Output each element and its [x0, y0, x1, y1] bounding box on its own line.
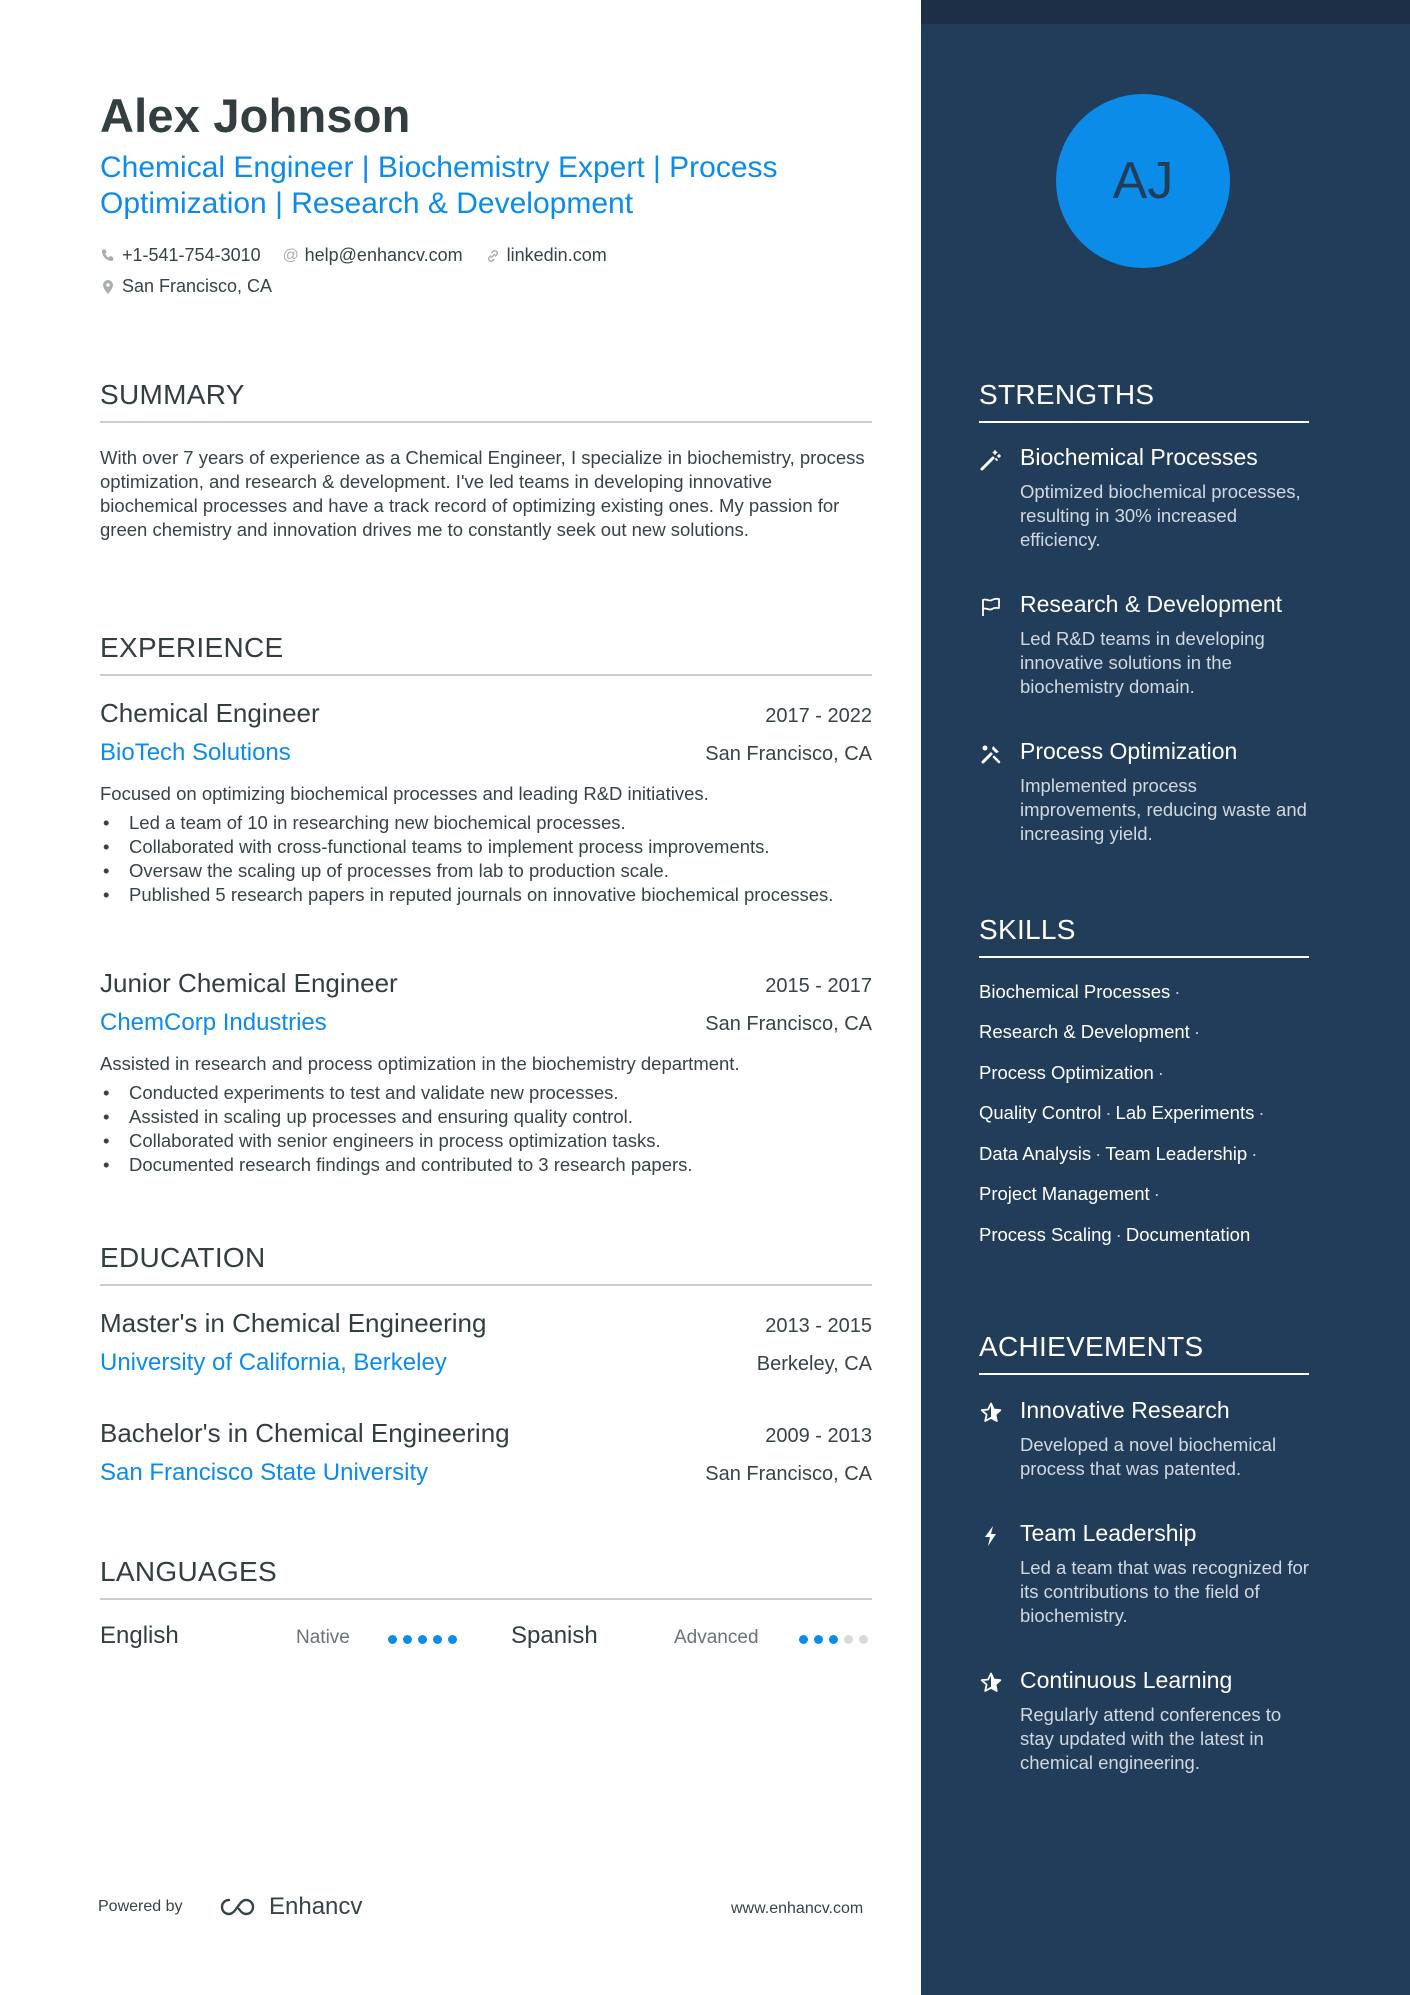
- sidebar-top-bar: [921, 0, 1410, 24]
- job-2-role: Junior Chemical Engineer: [100, 968, 398, 998]
- star-icon: [979, 1671, 1003, 1695]
- proficiency-dot-empty: [859, 1635, 868, 1644]
- proficiency-dot-filled: [418, 1635, 427, 1644]
- skill-item: Data Analysis: [979, 1143, 1092, 1164]
- edu-2-header: [100, 1418, 872, 1449]
- enhancv-logo-icon: [217, 1895, 263, 1919]
- job-2-header: [100, 968, 872, 999]
- edu-1-location: Berkeley, CA: [756, 1353, 872, 1375]
- edu-1-dates: 2013 - 2015: [765, 1315, 872, 1337]
- summary-text: With over 7 years of experience as a Chemical Engineer, I specialize in biochemistry, process optimization, and research & development. I've led teams in developing innovative biochemical processes and have a track record of optimizing existing ones. My passion for green chemistry and innovation drives me to constantly seek out new solutions.: [100, 447, 865, 540]
- at-icon: @: [282, 246, 299, 264]
- achievement-1-title: Innovative Research: [1020, 1397, 1230, 1423]
- language-1-name: English: [100, 1622, 179, 1649]
- linkedin-text: linkedin.com: [506, 245, 607, 265]
- list-item: • Led a team of 10 in researching new biochemical processes.: [100, 811, 872, 835]
- email-text: help@enhancv.com: [304, 245, 463, 265]
- contact-row: [100, 245, 607, 266]
- phone-text: +1-541-754-3010: [122, 245, 261, 265]
- skills-line: [979, 981, 1184, 1003]
- location-text: San Francisco, CA: [122, 276, 273, 296]
- job-2-location: San Francisco, CA: [705, 1013, 872, 1035]
- job-1-description: Focused on optimizing biochemical processes and leading R&D initiatives.: [100, 783, 709, 804]
- skill-item: Process Optimization: [979, 1062, 1154, 1083]
- job-2-dates: 2015 - 2017: [765, 975, 872, 997]
- achievement-3-title: Continuous Learning: [1020, 1667, 1233, 1693]
- edu-2-school: San Francisco State University: [100, 1459, 429, 1486]
- proficiency-dot-filled: [448, 1635, 457, 1644]
- skill-separator: ·: [1095, 1143, 1102, 1164]
- skill-separator: ·: [1258, 1102, 1265, 1123]
- edu-1-school: University of California, Berkeley: [100, 1349, 447, 1376]
- language-2-dots: [799, 1635, 868, 1644]
- headline: Chemical Engineer | Biochemistry Expert | Process Optimization | Research & Development: [100, 151, 778, 220]
- strength-2-title: Research & Development: [1020, 591, 1283, 617]
- location-pin-icon: [100, 279, 116, 295]
- edu-1-degree: Master's in Chemical Engineering: [100, 1308, 487, 1338]
- job-1-bullets: [100, 811, 872, 907]
- language-1-level: Native: [296, 1627, 350, 1648]
- education-title: EDUCATION: [100, 1242, 872, 1286]
- achievements-title: ACHIEVEMENTS: [979, 1331, 1309, 1375]
- tools-icon: [979, 742, 1003, 766]
- skills-line: [979, 1062, 1168, 1084]
- proficiency-dot-filled: [829, 1635, 838, 1644]
- skills-line: [979, 1102, 1269, 1124]
- strength-3-description: Implemented process improvements, reducing waste and increasing yield.: [1020, 775, 1307, 844]
- edu-1-header: [100, 1308, 872, 1339]
- skill-separator: ·: [1157, 1062, 1164, 1083]
- skill-separator: ·: [1174, 981, 1181, 1002]
- contact-email[interactable]: [283, 245, 463, 266]
- job-2-subheader: [100, 1009, 872, 1037]
- list-item: • Collaborated with cross-functional teams to implement process improvements.: [100, 835, 872, 859]
- job-1-company: BioTech Solutions: [100, 739, 291, 766]
- magic-wand-icon: [979, 448, 1003, 472]
- skills-title: SKILLS: [979, 914, 1309, 958]
- contact-row-location: [100, 276, 272, 297]
- language-2-name: Spanish: [511, 1622, 598, 1649]
- link-icon: [485, 248, 501, 264]
- skill-separator: ·: [1105, 1102, 1112, 1123]
- skills-line: [979, 1224, 1250, 1246]
- contact-phone[interactable]: [100, 245, 261, 266]
- enhancv-brand-text: Enhancv: [269, 1893, 363, 1920]
- edu-2-subheader: [100, 1459, 872, 1487]
- enhancv-logo[interactable]: [217, 1893, 362, 1921]
- experience-title: EXPERIENCE: [100, 632, 872, 676]
- list-item: • Assisted in scaling up processes and ensuring quality control.: [100, 1105, 872, 1129]
- skill-separator: ·: [1193, 1021, 1200, 1042]
- proficiency-dot-filled: [403, 1635, 412, 1644]
- proficiency-dot-filled: [799, 1635, 808, 1644]
- contact-location: [100, 276, 272, 297]
- job-1-header: [100, 698, 872, 729]
- strength-1-description: Optimized biochemical processes, resulting in 30% increased efficiency.: [1020, 481, 1301, 550]
- sidebar: [921, 0, 1410, 1995]
- job-2-description: Assisted in research and process optimization in the biochemistry department.: [100, 1053, 740, 1074]
- list-item: • Published 5 research papers in reputed journals on innovative biochemical processes.: [100, 883, 872, 907]
- strength-2-description: Led R&D teams in developing innovative solutions in the biochemistry domain.: [1020, 628, 1265, 697]
- list-item: • Collaborated with senior engineers in process optimization tasks.: [100, 1129, 872, 1153]
- achievement-2-description: Led a team that was recognized for its contributions to the field of biochemistry.: [1020, 1557, 1309, 1626]
- list-item: • Conducted experiments to test and validate new processes.: [100, 1081, 872, 1105]
- skills-line: [979, 1183, 1164, 1205]
- skills-line: [979, 1021, 1204, 1043]
- skill-item: Lab Experiments: [1115, 1102, 1255, 1123]
- edu-2-location: San Francisco, CA: [705, 1463, 872, 1485]
- achievement-1-description: Developed a novel biochemical process that was patented.: [1020, 1434, 1277, 1479]
- summary-title: SUMMARY: [100, 379, 872, 423]
- phone-icon: [100, 248, 116, 264]
- proficiency-dot-filled: [388, 1635, 397, 1644]
- skill-item: Biochemical Processes: [979, 981, 1171, 1002]
- job-2-bullets: [100, 1081, 872, 1177]
- avatar: AJ: [1056, 94, 1230, 268]
- contact-linkedin[interactable]: [485, 245, 607, 266]
- languages-title: LANGUAGES: [100, 1556, 872, 1600]
- achievement-2-title: Team Leadership: [1020, 1520, 1197, 1546]
- star-icon: [979, 1401, 1003, 1425]
- edu-1-subheader: [100, 1349, 872, 1377]
- job-1-role: Chemical Engineer: [100, 698, 320, 728]
- language-2-level: Advanced: [674, 1627, 759, 1648]
- skill-item: Research & Development: [979, 1021, 1190, 1042]
- strength-3-title: Process Optimization: [1020, 738, 1238, 764]
- job-2-company: ChemCorp Industries: [100, 1009, 327, 1036]
- job-1-subheader: [100, 739, 872, 767]
- powered-by-text: Powered by: [98, 1898, 183, 1915]
- list-item: • Oversaw the scaling up of processes from lab to production scale.: [100, 859, 872, 883]
- edu-2-dates: 2009 - 2013: [765, 1425, 872, 1447]
- job-1-location: San Francisco, CA: [705, 743, 872, 765]
- lightning-icon: [979, 1524, 1003, 1548]
- job-1-dates: 2017 - 2022: [765, 705, 872, 727]
- skill-item: Project Management: [979, 1183, 1150, 1204]
- skill-item: Quality Control: [979, 1102, 1102, 1123]
- language-1-dots: [388, 1635, 457, 1644]
- proficiency-dot-filled: [814, 1635, 823, 1644]
- proficiency-dot-filled: [433, 1635, 442, 1644]
- strength-1-title: Biochemical Processes: [1020, 444, 1258, 470]
- list-item: • Documented research findings and contributed to 3 research papers.: [100, 1153, 872, 1177]
- languages-row: [100, 1622, 872, 1656]
- proficiency-dot-empty: [844, 1635, 853, 1644]
- flag-icon: [979, 595, 1003, 619]
- skill-separator: ·: [1115, 1224, 1122, 1245]
- skill-separator: ·: [1153, 1183, 1160, 1204]
- candidate-name: Alex Johnson: [100, 89, 411, 142]
- skill-item: Process Scaling: [979, 1224, 1112, 1245]
- skill-separator: ·: [1251, 1143, 1258, 1164]
- footer-url[interactable]: www.enhancv.com: [731, 1900, 864, 1917]
- skill-item: Documentation: [1125, 1224, 1251, 1245]
- edu-2-degree: Bachelor's in Chemical Engineering: [100, 1418, 510, 1448]
- strengths-title: STRENGTHS: [979, 379, 1309, 423]
- achievement-3-description: Regularly attend conferences to stay updated with the latest in chemical engineering.: [1020, 1704, 1282, 1773]
- skills-line: [979, 1143, 1261, 1165]
- skill-item: Team Leadership: [1105, 1143, 1248, 1164]
